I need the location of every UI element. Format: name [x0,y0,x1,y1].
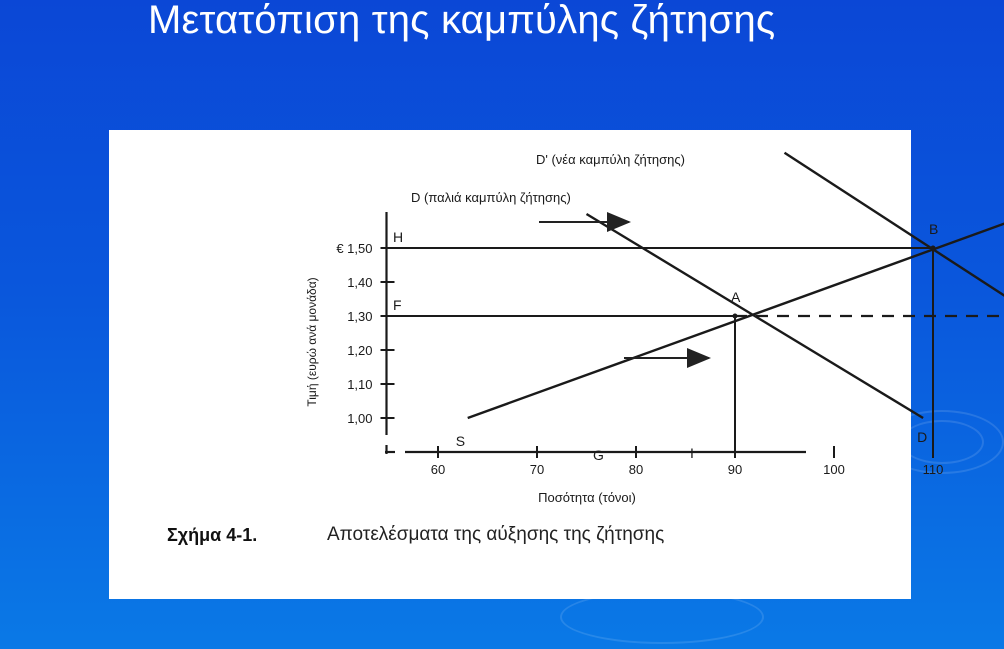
x-tick-label: 100 [823,462,845,477]
x-tick-label: 90 [727,462,743,477]
new-demand-label: D' (νέα καμπύλη ζήτησης) [536,152,685,167]
figure-caption-number: Σχήμα 4-1. [167,525,258,545]
point-label-B: B [929,221,939,237]
supply-start-label: S [455,433,466,449]
figure-caption-text: Αποτελέσματα της αύξησης της ζήτησης [327,524,665,545]
y-tick-label: 1,40 [347,275,373,290]
y-tick-label: 1,30 [347,309,373,324]
slide-title: Μετατόπιση της καμπύλης ζήτησης [148,0,776,42]
old-demand-end-label: D [917,429,928,445]
x-axis-title: Ποσότητα (τόνοι) [538,490,636,505]
x-tick-label: 110 [922,462,944,477]
y-tick-label: € 1,50 [336,241,373,256]
label-G: G [593,447,604,463]
x-tick-label: 60 [430,462,446,477]
point-B [931,246,936,251]
old-demand-label: D (παλιά καμπύλη ζήτησης) [411,190,571,205]
figure-panel [109,130,944,599]
label-H: H [393,229,404,245]
point-A [733,314,738,319]
y-tick-label: 1,10 [347,377,373,392]
x-tick-label: 70 [529,462,545,477]
label-I: I [690,445,694,461]
x-tick-label: 80 [628,462,644,477]
point-label-A: A [731,289,741,305]
y-tick-label: 1,00 [347,411,373,426]
label-F: F [393,297,402,313]
y-tick-label: 1,20 [347,343,373,358]
y-axis-title-group [305,277,319,406]
y-axis-title: Τιμή (ευρώ ανά μονάδα) [305,277,319,407]
